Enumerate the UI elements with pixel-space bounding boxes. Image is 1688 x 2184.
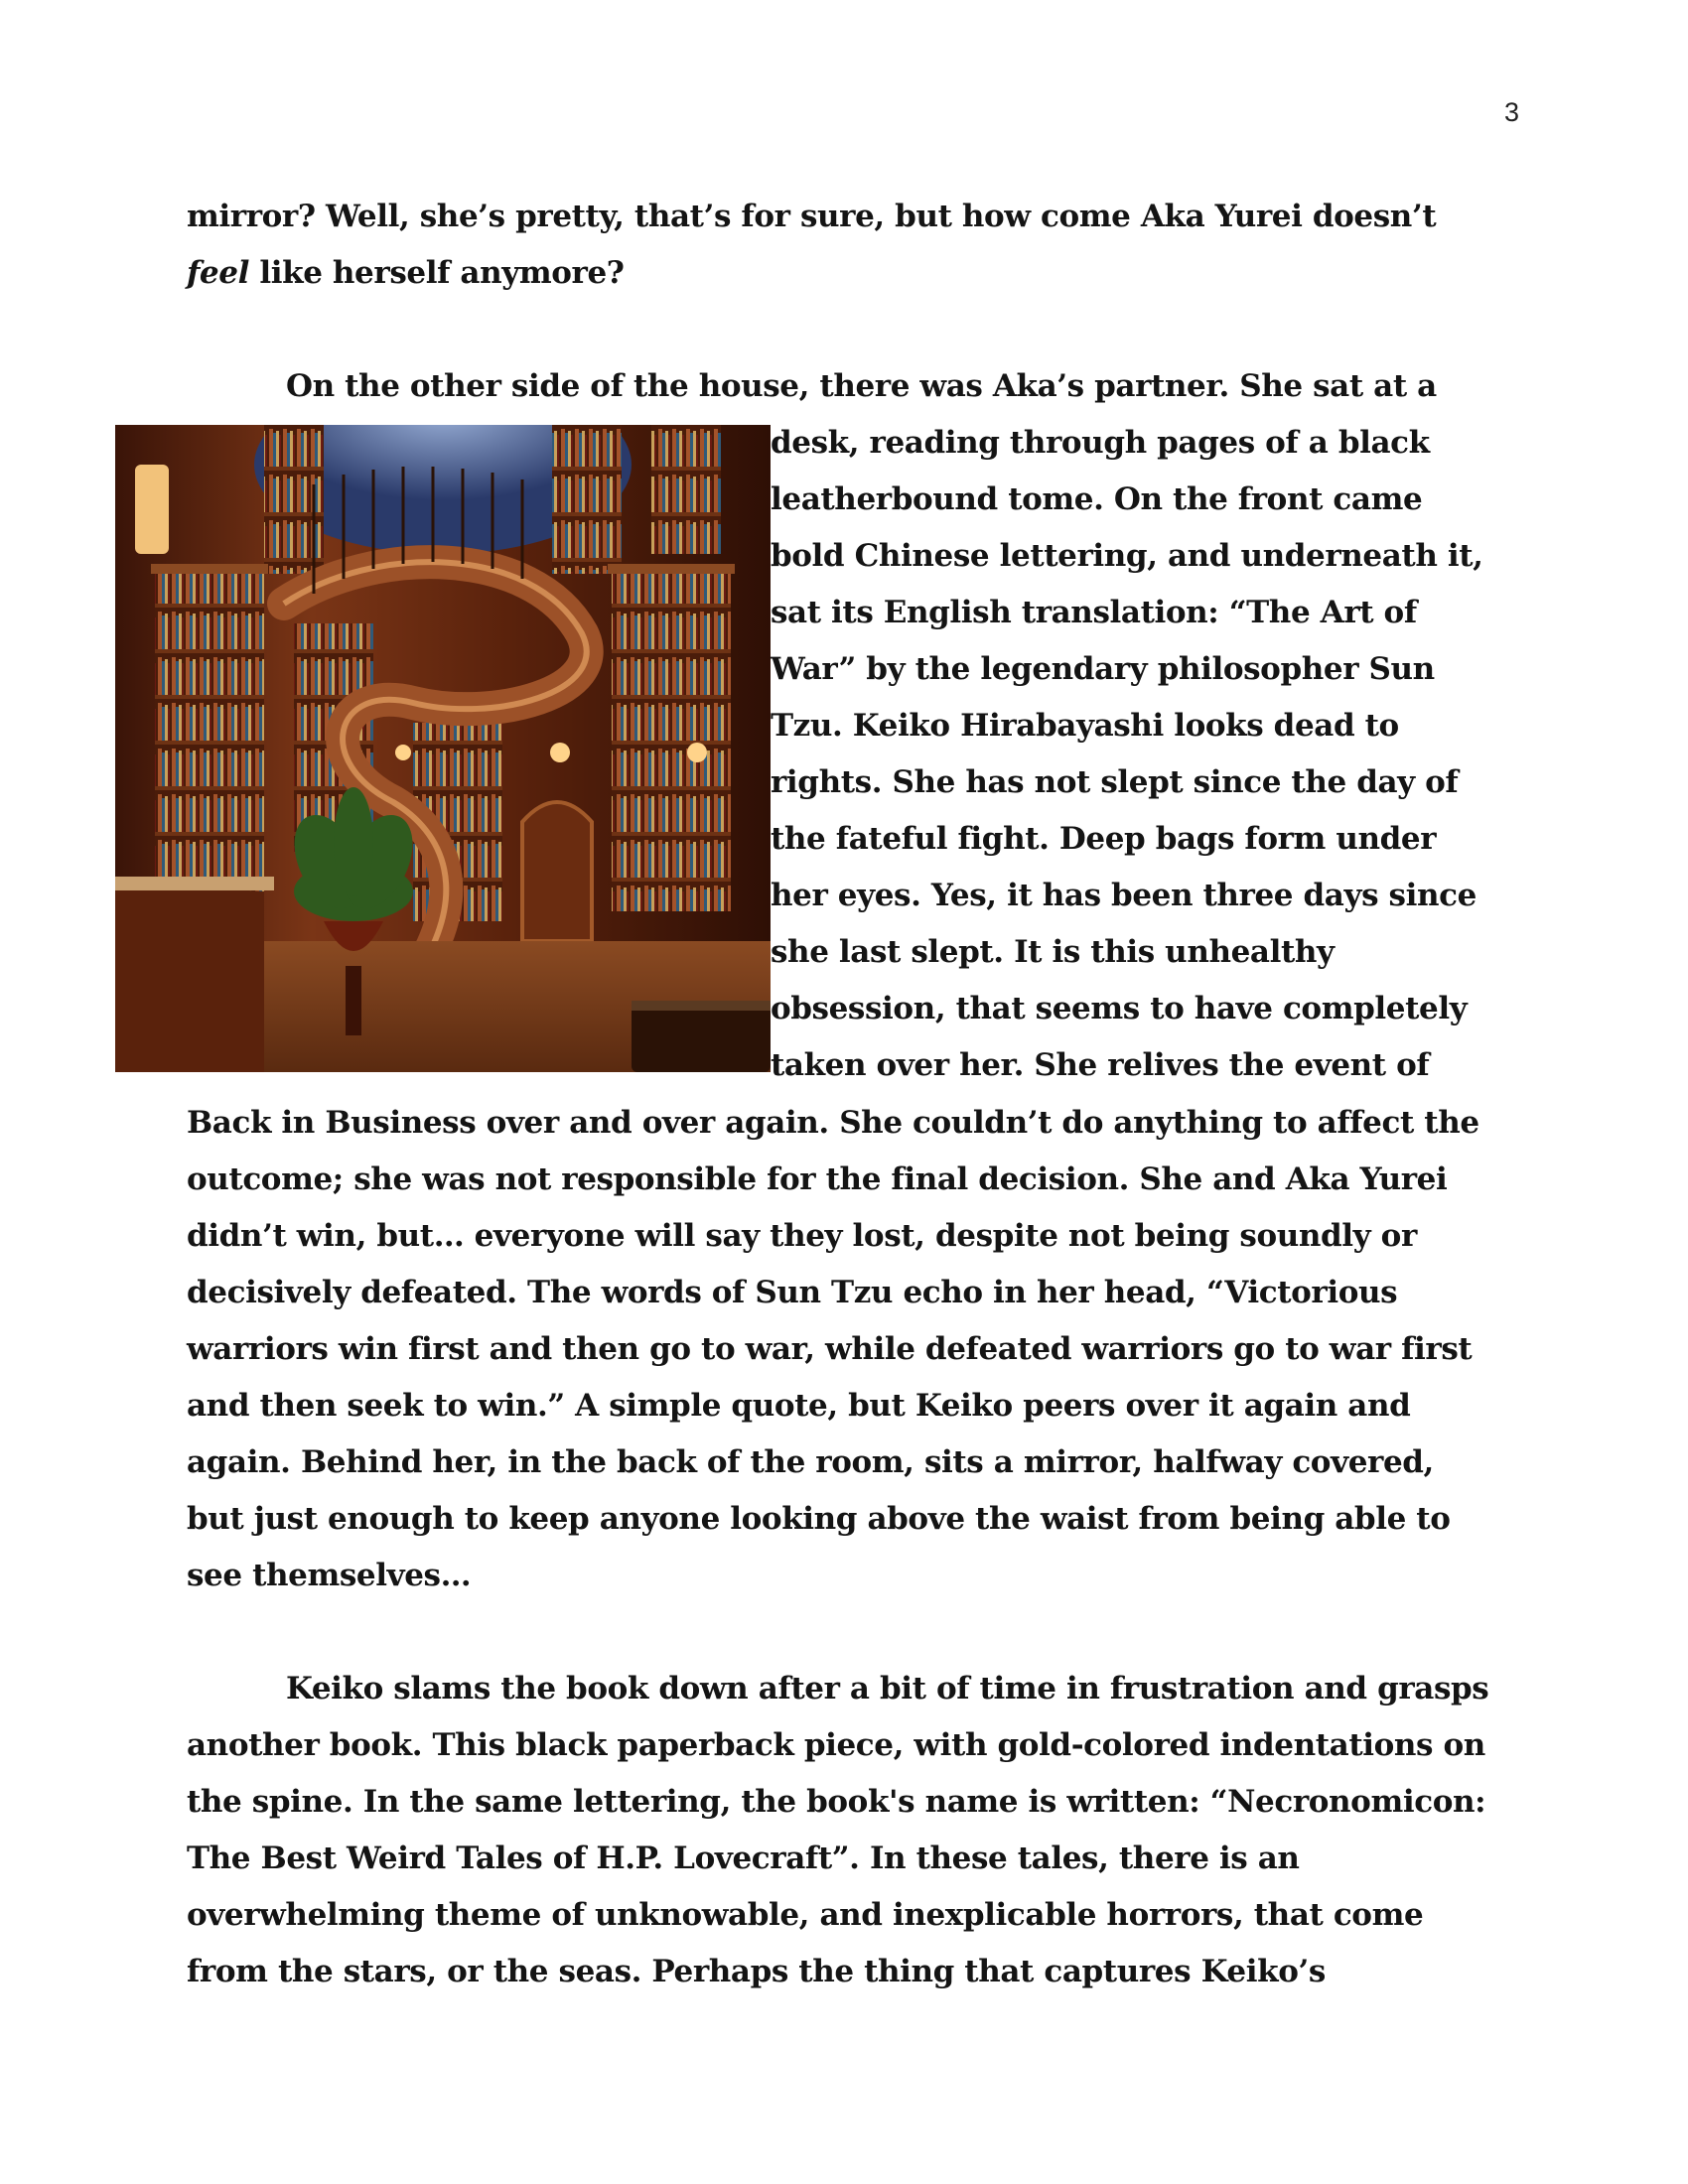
- paragraph-1: [187, 189, 1517, 302]
- text-line: overwhelming theme of unknowable, and inexplicable horrors, that come: [187, 1897, 1424, 1933]
- text-line: the spine. In the same lettering, the book's name is written: “Necronomicon:: [187, 1784, 1486, 1820]
- text-line: obsession, that seems to have completely: [771, 991, 1468, 1026]
- text-line: didn’t win, but… everyone will say they lost, despite not being soundly or: [187, 1218, 1417, 1254]
- text-line: War” by the legendary philosopher Sun: [771, 651, 1435, 687]
- text-line: she last slept. It is this unhealthy: [771, 934, 1335, 970]
- text-line: Keiko slams the book down after a bit of time in frustration and grasps: [286, 1671, 1489, 1706]
- text-line: mirror? Well, she’s pretty, that’s for sure, but how come Aka Yurei doesn’t: [187, 199, 1437, 234]
- text-line: desk, reading through pages of a black: [771, 425, 1430, 461]
- text-line: On the other side of the house, there was Aka’s partner. She sat at a: [286, 368, 1437, 404]
- text-line: but just enough to keep anyone looking above the waist from being able to: [187, 1501, 1451, 1537]
- text-line: leatherbound tome. On the front came: [771, 481, 1423, 517]
- library-photo: [115, 425, 771, 1072]
- text-line: bold Chinese lettering, and underneath it,: [771, 538, 1483, 574]
- text-line: the fateful fight. Deep bags form under: [771, 821, 1437, 857]
- text-line: decisively defeated. The words of Sun Tzu echo in her head, “Victorious: [187, 1275, 1398, 1310]
- text-line: and then seek to win.” A simple quote, but Keiko peers over it again and: [187, 1388, 1411, 1424]
- text-line: Back in Business over and over again. She couldn’t do anything to affect the: [187, 1105, 1479, 1141]
- text-line: warriors win first and then go to war, while defeated warriors go to war first: [187, 1331, 1473, 1367]
- text-line: see themselves…: [187, 1558, 472, 1593]
- text-line: rights. She has not slept since the day of: [771, 764, 1459, 800]
- text-line: her eyes. Yes, it has been three days since: [771, 878, 1477, 913]
- text-line: The Best Weird Tales of H.P. Lovecraft”. In these tales, there is an: [187, 1841, 1300, 1876]
- paragraph-3: [187, 1661, 1517, 2000]
- paragraph-2-wrapped: [771, 415, 1515, 1094]
- text-line: sat its English translation: “The Art of: [771, 595, 1417, 630]
- text-line: Tzu. Keiko Hirabayashi looks dead to: [771, 708, 1399, 744]
- text-line: another book. This black paperback piece, with gold-colored indentations on: [187, 1727, 1485, 1763]
- paragraph-2-continued: [187, 1095, 1517, 1604]
- page-number: 3: [1503, 97, 1519, 127]
- paragraph-2-opening: [187, 358, 1517, 415]
- text-line: taken over her. She relives the event of: [771, 1047, 1430, 1083]
- text-line: again. Behind her, in the back of the room, sits a mirror, halfway covered,: [187, 1444, 1434, 1480]
- emphasis-word: feel: [187, 255, 249, 291]
- text-fragment: like herself anymore?: [259, 255, 625, 291]
- text-line: from the stars, or the seas. Perhaps the thing that captures Keiko’s: [187, 1954, 1326, 1989]
- text-line: outcome; she was not responsible for the final decision. She and Aka Yurei: [187, 1161, 1448, 1197]
- text-line: [187, 245, 1517, 302]
